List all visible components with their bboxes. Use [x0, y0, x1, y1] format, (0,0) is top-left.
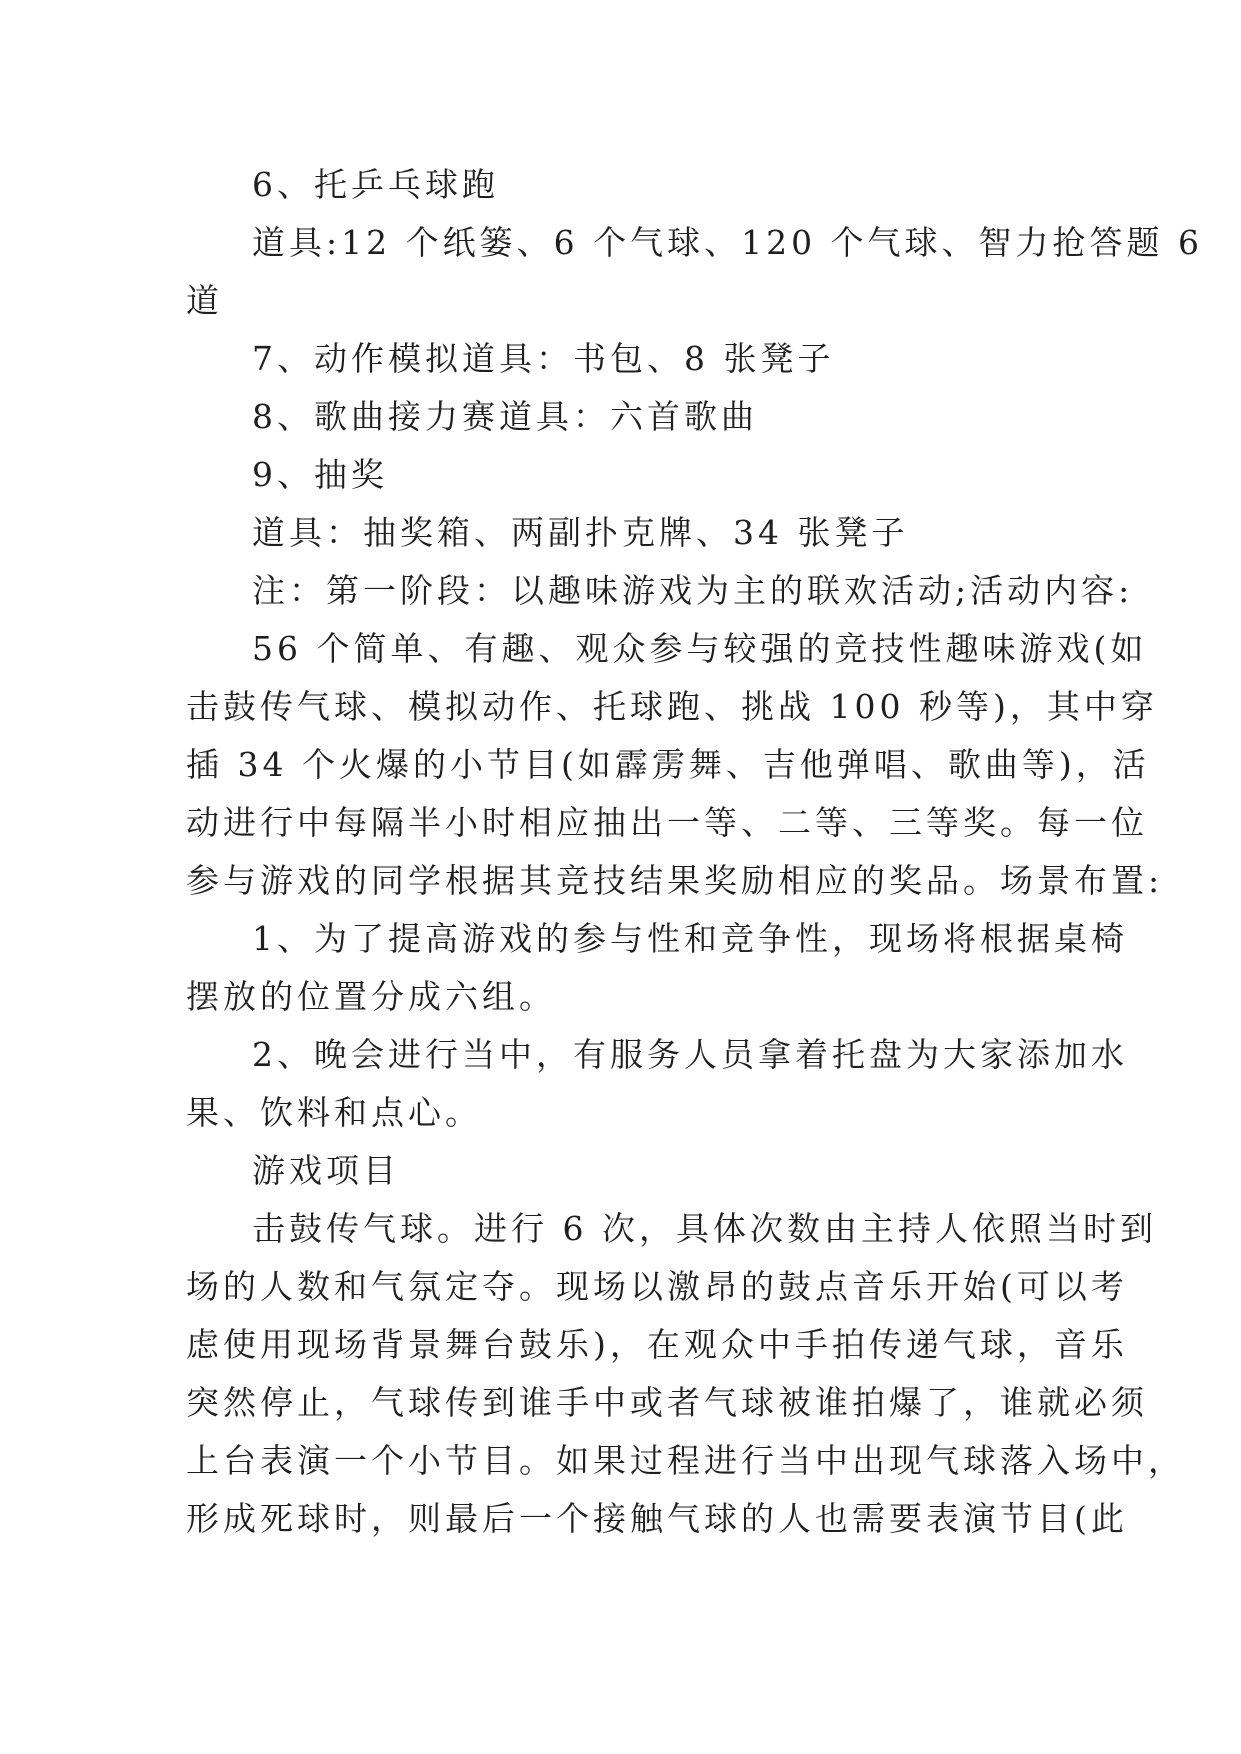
- text-line: 摆放的位置分成六组。: [186, 977, 556, 1016]
- text-line: 56 个简单、有趣、观众参与较强的竞技性趣味游戏(如: [252, 629, 1148, 668]
- text-line: 9、抽奖: [252, 455, 388, 494]
- text-line: 击鼓传气球、模拟动作、托球跑、挑战 100 秒等)，其中穿: [186, 687, 1158, 726]
- text-line: 参与游戏的同学根据其竞技结果奖励相应的奖品。场景布置:: [186, 861, 1164, 900]
- text-line: 道具：抽奖箱、两副扑克牌、34 张凳子: [252, 513, 909, 552]
- text-line: 8、歌曲接力赛道具：六首歌曲: [252, 397, 758, 436]
- text-line: 注：第一阶段：以趣味游戏为主的联欢活动;活动内容:: [252, 571, 1134, 610]
- text-line: 游戏项目: [252, 1151, 400, 1190]
- text-line: 道: [186, 281, 223, 320]
- text-line: 道具:12 个纸篓、6 个气球、120 个气球、智力抢答题 6: [252, 223, 1204, 262]
- text-line: 场的人数和气氛定夺。现场以激昂的鼓点音乐开始(可以考: [186, 1267, 1128, 1306]
- text-line: 形成死球时，则最后一个接触气球的人也需要表演节目(此: [186, 1499, 1128, 1538]
- text-line: 动进行中每隔半小时相应抽出一等、二等、三等奖。每一位: [186, 803, 1148, 842]
- text-line: 果、饮料和点心。: [186, 1093, 482, 1132]
- text-line: 虑使用现场背景舞台鼓乐)，在观众中手拍传递气球，音乐: [186, 1325, 1128, 1364]
- text-line: 插 34 个火爆的小节目(如霹雳舞、吉他弹唱、歌曲等)，活: [186, 745, 1150, 784]
- text-line: 上台表演一个小节目。如果过程进行当中出现气球落入场中，: [186, 1441, 1185, 1480]
- text-line: 6、托乒乓球跑: [252, 165, 499, 204]
- text-line: 2、晚会进行当中，有服务人员拿着托盘为大家添加水: [252, 1035, 1128, 1074]
- text-line: 7、动作模拟道具：书包、8 张凳子: [252, 339, 835, 378]
- text-line: 1、为了提高游戏的参与性和竞争性，现场将根据桌椅: [252, 919, 1128, 958]
- text-line: 突然停止，气球传到谁手中或者气球被谁拍爆了，谁就必须: [186, 1383, 1148, 1422]
- text-line: 击鼓传气球。进行 6 次，具体次数由主持人依照当时到: [252, 1209, 1157, 1248]
